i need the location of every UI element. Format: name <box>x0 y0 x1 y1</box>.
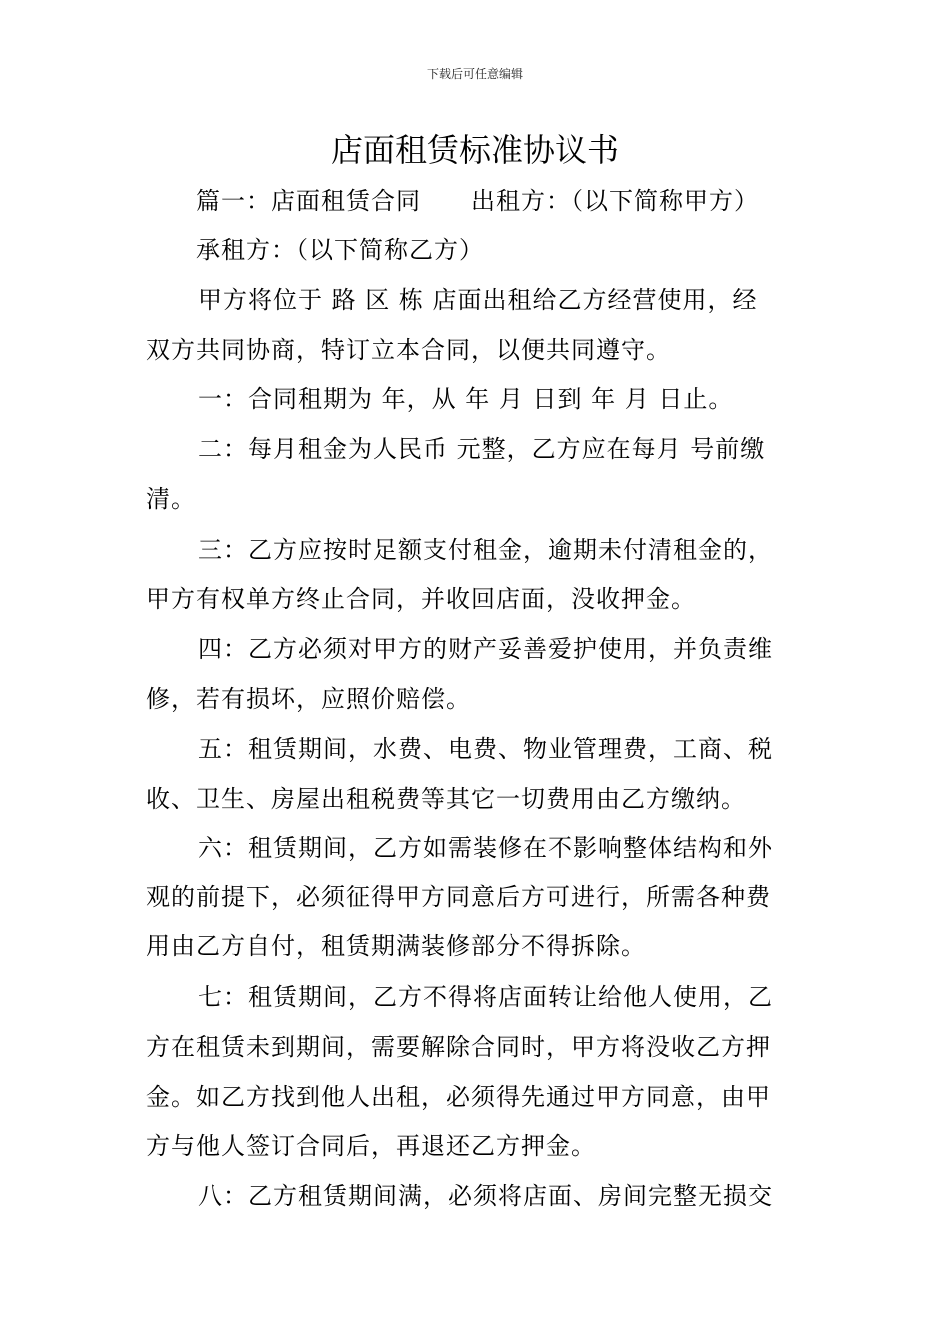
clause-line: 修，若有损坏，应照价赔偿。 <box>146 685 471 713</box>
clause-line: 六：租赁期间，乙方如需装修在不影响整体结构和外 <box>198 834 773 862</box>
lessee-label: 承租方：（以下简称乙方） <box>196 236 484 264</box>
clause-line: 清。 <box>146 485 196 513</box>
clause-line: 甲方有权单方终止合同，并收回店面，没收押金。 <box>146 585 696 613</box>
clause-line: 五：租赁期间，水费、电费、物业管理费，工商、税 <box>198 735 773 763</box>
clause-line: 二：每月租金为人民币 元整，乙方应在每月 号前缴 <box>198 435 766 463</box>
clause-line: 收、卫生、房屋出租税费等其它一切费用由乙方缴纳。 <box>146 785 746 813</box>
heading-line <box>196 186 759 216</box>
clause-line: 观的前提下，必须征得甲方同意后方可进行，所需各种费 <box>146 883 771 911</box>
clause-line: 一：合同租期为 年，从 年 月 日到 年 月 日止。 <box>198 385 734 413</box>
clause-line: 用由乙方自付，租赁期满装修部分不得拆除。 <box>146 932 646 960</box>
clause-line: 金。如乙方找到他人出租，必须得先通过甲方同意，由甲 <box>146 1083 771 1111</box>
clause-line: 八：乙方租赁期间满，必须将店面、房间完整无损交 <box>198 1182 773 1210</box>
lessor-label: 出租方：（以下简称甲方） <box>471 187 759 215</box>
paragraph-line: 双方共同协商，特订立本合同，以便共同遵守。 <box>146 336 671 364</box>
document-title: 店面租赁标准协议书 <box>330 131 619 169</box>
clause-line: 方在租赁未到期间，需要解除合同时，甲方将没收乙方押 <box>146 1033 771 1061</box>
clause-line: 四：乙方必须对甲方的财产妥善爱护使用，并负责维 <box>198 635 773 663</box>
header-note: 下载后可任意编辑 <box>426 67 523 81</box>
clause-line: 三：乙方应按时足额支付租金，逾期未付清租金的， <box>198 536 773 564</box>
section-heading: 篇一：店面租赁合同 <box>196 187 421 215</box>
clause-line: 七：租赁期间，乙方不得将店面转让给他人使用，乙 <box>198 983 773 1011</box>
clause-line: 方与他人签订合同后，再退还乙方押金。 <box>146 1132 596 1160</box>
paragraph-line: 甲方将位于 路 区 栋 店面出租给乙方经营使用，经 <box>198 286 758 314</box>
